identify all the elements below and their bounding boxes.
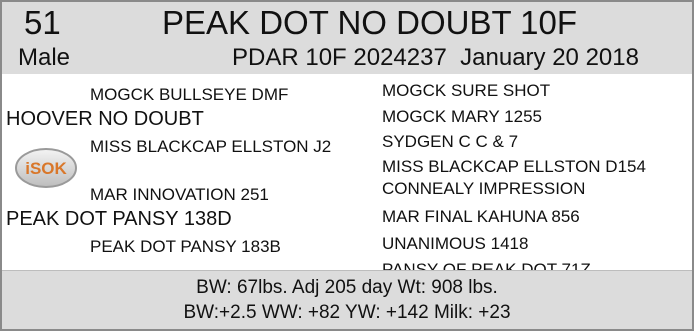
animal-name: PEAK DOT NO DOUBT 10F xyxy=(162,4,578,41)
animal-sex: Male xyxy=(18,44,71,71)
epd-line: BW:+2.5 WW: +82 YW: +142 Milk: +23 xyxy=(183,302,511,323)
right-ancestor: SYDGEN C C & 7 xyxy=(382,132,519,151)
right-ancestor: MOGCK SURE SHOT xyxy=(382,81,551,100)
birth-date: January 20 2018 xyxy=(460,44,639,71)
sire-sire: MOGCK BULLSEYE DMF xyxy=(90,85,289,104)
isok-logo xyxy=(14,146,78,190)
registration-line xyxy=(232,44,639,72)
logo-text: iSOK xyxy=(25,159,67,178)
weights-line: BW: 67lbs. Adj 205 day Wt: 908 lbs. xyxy=(196,277,498,298)
performance-footer xyxy=(2,270,692,329)
sire: HOOVER NO DOUBT xyxy=(6,108,204,130)
dam-sire: MAR INNOVATION 251 xyxy=(90,185,269,204)
right-ancestor: MAR FINAL KAHUNA 856 xyxy=(382,207,580,226)
dam-dam: PEAK DOT PANSY 183B xyxy=(90,237,281,256)
right-ancestor: MOGCK MARY 1255 xyxy=(382,107,542,126)
right-ancestor: UNANIMOUS 1418 xyxy=(382,234,529,253)
lot-number: 51 xyxy=(24,4,61,41)
isok-logo-icon xyxy=(14,146,78,190)
card-header xyxy=(2,2,692,74)
sire-dam: MISS BLACKCAP ELLSTON J2 xyxy=(90,137,332,156)
right-ancestor: MISS BLACKCAP ELLSTON D154 xyxy=(382,157,646,176)
registration-number: PDAR 10F 2024237 xyxy=(232,44,447,71)
dam: PEAK DOT PANSY 138D xyxy=(6,208,232,230)
right-ancestor: CONNEALY IMPRESSION xyxy=(382,179,586,198)
